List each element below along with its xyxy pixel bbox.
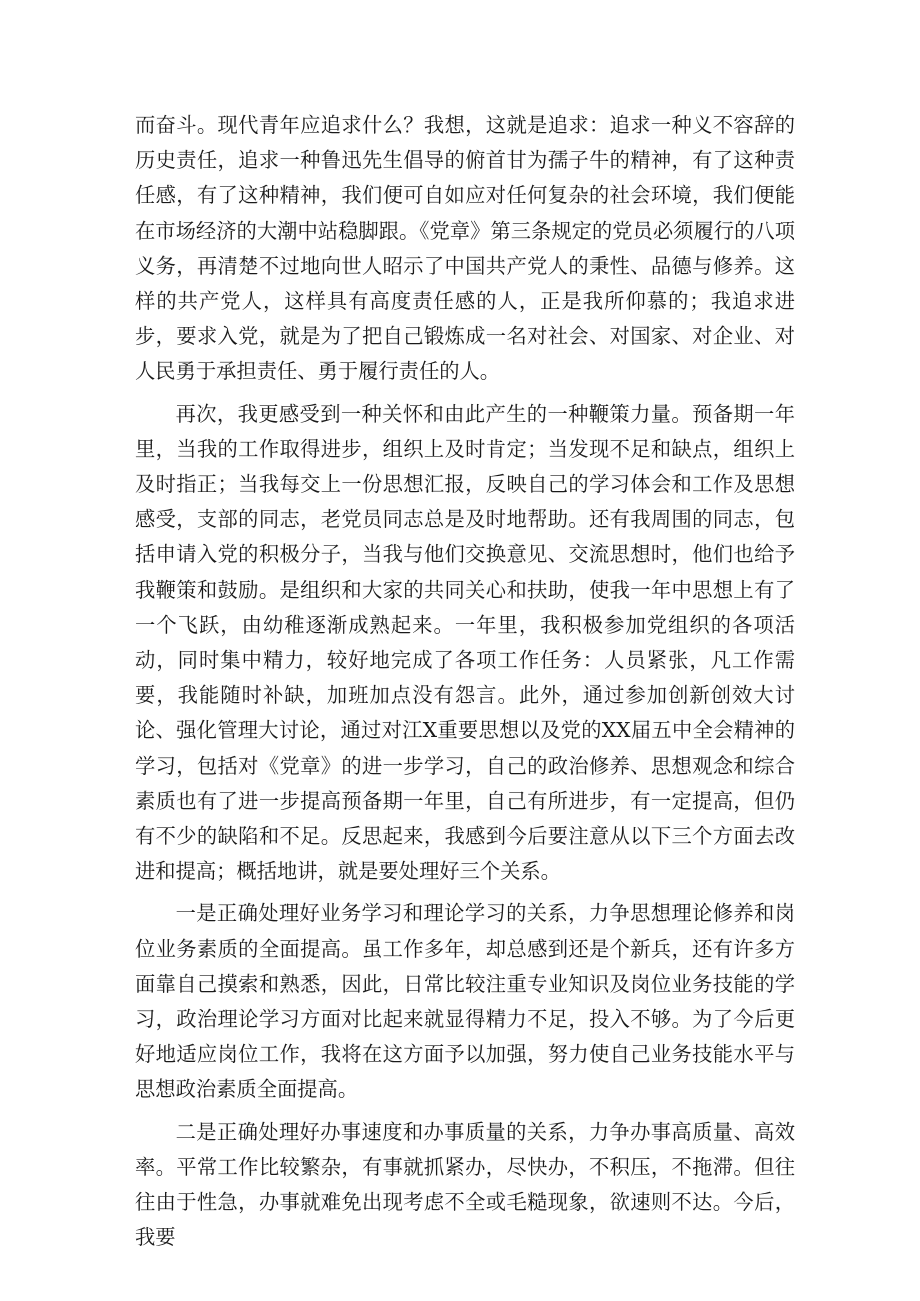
paragraph-second: 再次，我更感受到一种关怀和由此产生的一种鞭策力量。预备期一年里，当我的工作取得进步，组织上及时肯定；当发现不足和缺点，组织上及时指正；当我每交上一份思想汇报，反映自己的学习体会和工作及思想感受，支部的同志，老党员同志总是及时地帮助。还有我周围的同志，包括申请入党的积极分子，当我与他们交换意见、交流思想时，他们也给予我鞭策和鼓励。是组织和大家的共同关心和扶助，使我一年中思想上有了一个飞跃，由幼稚逐渐成熟起来。一年里，我积极参加党组织的各项活动，同时集中精力，较好地完成了各项工作任务：人员紧张，凡工作需要，我能随时补缺，加班加点没有怨言。此外，通过参加创新创效大讨论、强化管理大讨论，通过对江X重要思想以及党的XX届五中全会精神的学习，包括对《党章》的进一步学习，自己的政治修养、思想观念和综合素质也有了进一步提高预备期一年里，自己有所进步，有一定提高，但仍有不少的缺陷和不足。反思起来，我感到今后要注意从以下三个方面去改进和提高；概括地讲，就是要处理好三个关系。 — [135, 401, 795, 884]
paragraph-first-point: 一是正确处理好业务学习和理论学习的关系，力争思想理论修养和岗位业务素质的全面提高。虽工作多年，却总感到还是个新兵，还有许多方面靠自己摸索和熟悉，因此，日常比较注重专业知识及岗位业务技能的学习，政治理论学习方面对比起来就显得精力不足，投入不够。为了今后更好地适应岗位工作，我将在这方面予以加强，努力使自己业务技能水平与思想政治素质全面提高。 — [135, 901, 795, 1102]
paragraph-second-point: 二是正确处理好办事速度和办事质量的关系，力争办事高质量、高效率。平常工作比较繁杂，有事就抓紧办，尽快办，不积压，不拖滞。但往往由于性急，办事就难免出现考虑不全或毛糙现象，欲速则不达。今后，我要 — [135, 1119, 795, 1250]
document-page — [135, 108, 795, 1263]
paragraph-continuation: 而奋斗。现代青年应追求什么？我想，这就是追求：追求一种义不容辞的历史责任，追求一种鲁迅先生倡导的俯首甘为孺子牛的精神，有了这种责任感，有了这种精神，我们便可自如应对任何复杂的社会环境，我们便能在市场经济的大潮中站稳脚跟。《党章》第三条规定的党员必须履行的八项义务，再清楚不过地向世人昭示了中国共产党人的秉性、品德与修养。这样的共产党人，这样具有高度责任感的人，正是我所仰慕的；我追求进步，要求入党，就是为了把自己锻炼成一名对社会、对国家、对企业、对人民勇于承担责任、勇于履行责任的人。 — [135, 113, 795, 384]
